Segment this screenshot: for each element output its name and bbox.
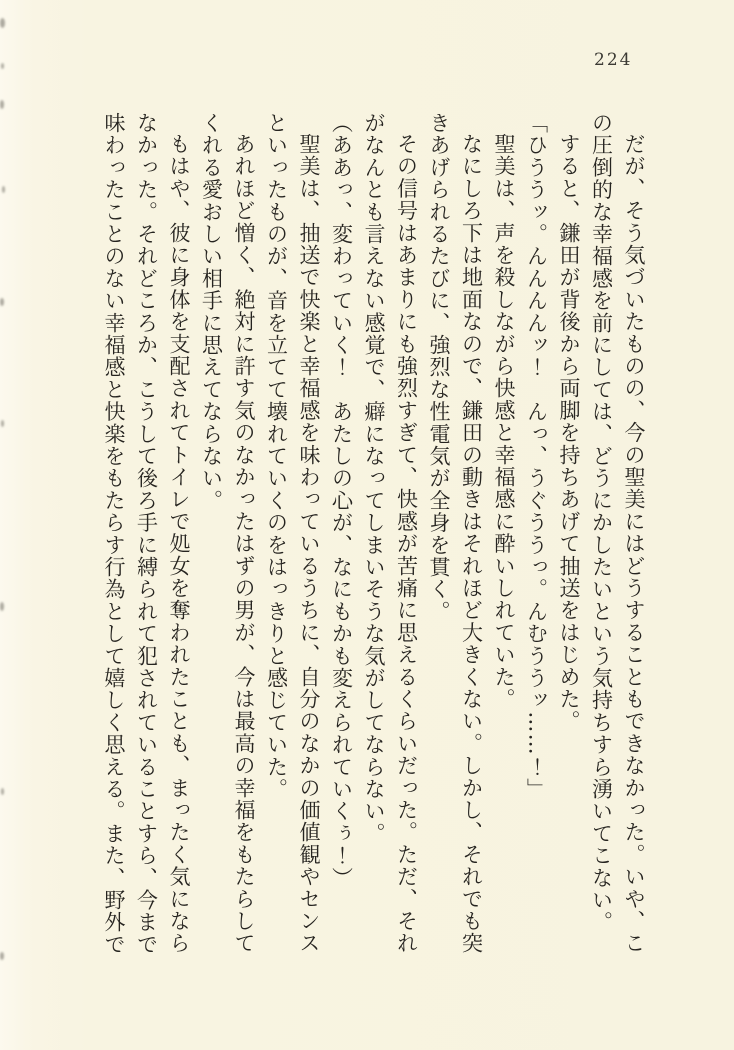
paragraph: もはや、彼に身体を支配されてトイレで処女を奪われたことも、まったく気にならなかった。それどころか、こうして後ろ手に縛られて犯されていることすら、今まで味わったことのない幸福感と快楽をもたらす行為として嬉しく思える。また、野外で (102, 112, 191, 956)
paragraph: あれほど憎く、絶対に許す気のなかったはずの男が、今は最高の幸福をもたらしてくれる愛おしい相手に思えてならない。 (199, 112, 256, 955)
binding-mark (1, 420, 4, 427)
binding-mark (0, 952, 4, 960)
paragraph: その信号はあまりにも強烈すぎて、快感が苦痛に思えるくらいだった。ただ、それがなんとも言えない感覚で、癖になってしまいそうな気がしてならない。 (362, 112, 419, 955)
paragraph: すると、鎌田が背後から両脚を持ちあげて抽送をはじめた。 (557, 133, 581, 733)
binding-mark (0, 602, 4, 611)
paragraph: （ああっ、変わっていく！ あたしの心が、なにもかも変えられていくぅ！） (329, 112, 354, 889)
paragraph: 聖美は、抽送で快楽と幸福感を味わっているうちに、自分のなかの価値観やセンスといったものが、音を立てて壊れていくのをはっきりと感じていた。 (264, 112, 321, 955)
binding-mark (0, 18, 5, 28)
paragraph: だが、そう気づいたものの、今の聖美にはどうすることもできなかった。いや、この圧倒的な幸福感を前にしては、どうにかしたいという気持ちすら湧いてこない。 (589, 112, 646, 955)
paragraph: 聖美は、声を殺しながら快感と幸福感に酔いしれていた。 (492, 133, 516, 711)
paragraph: なにしろ下は地面なので、鎌田の動きはそれほど大きくない。しかし、それでも突きあげられるたびに、強烈な性電気が全身を貫く。 (427, 112, 484, 955)
binding-mark (0, 298, 4, 306)
paragraph: 「ひううッ。んんんんッ！ んっ、うぐううっ。んむううッ……！」 (524, 112, 549, 801)
binding-mark (2, 186, 5, 193)
binding-mark (1, 788, 4, 795)
binding-mark (0, 100, 4, 109)
page-number: 224 (594, 50, 633, 70)
text-block (88, 112, 650, 963)
binding-mark (1, 63, 4, 69)
